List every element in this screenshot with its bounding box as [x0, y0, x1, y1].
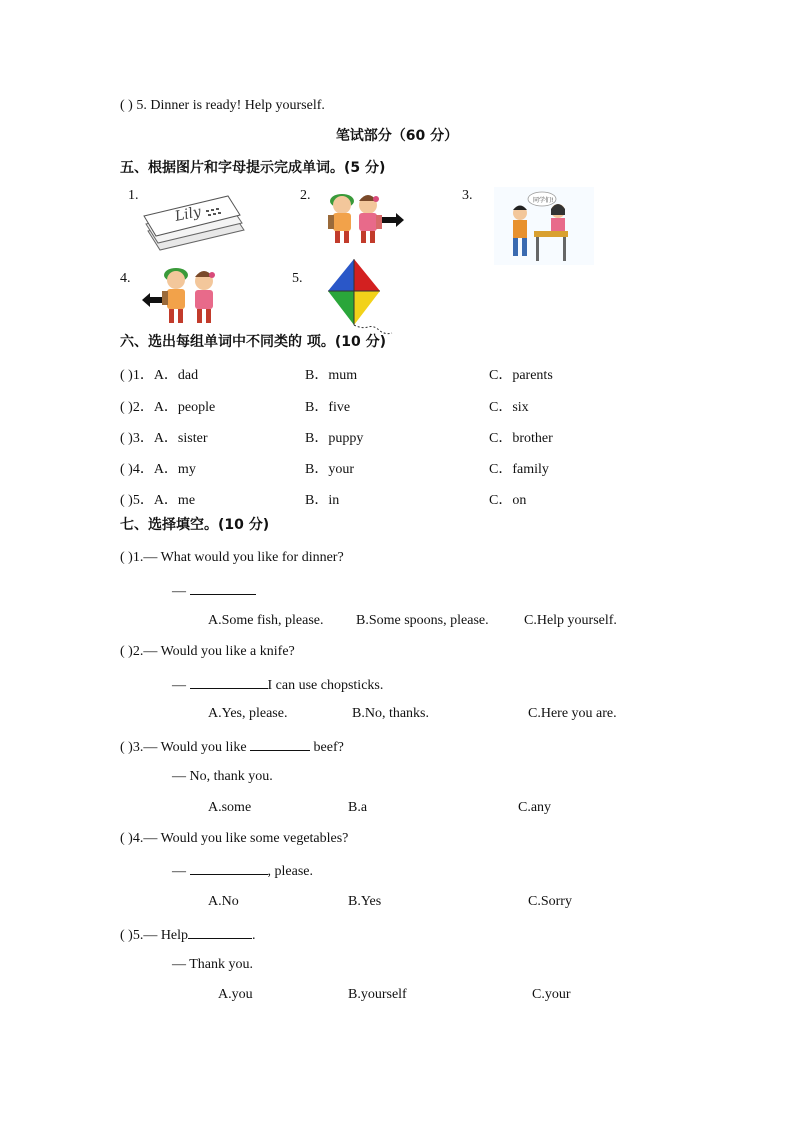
item-label-2: 2.	[300, 188, 311, 203]
answer-suffix: , please.	[267, 864, 313, 879]
s7-q3-opt-a: A.some	[208, 800, 252, 815]
answer-blank[interactable]	[250, 738, 310, 751]
s6-row-2-c: C．six	[489, 400, 529, 415]
s6-row-1-c: C．parents	[489, 368, 553, 383]
answer-suffix: I can use chopsticks.	[267, 678, 384, 693]
answer-blank[interactable]	[190, 582, 256, 595]
s7-q2-opt-b: B.No, thanks.	[352, 706, 429, 721]
boy-girl-image-right-arrow	[320, 183, 404, 253]
s7-q3-opt-c: C.any	[518, 800, 552, 815]
s6-row-4-b: B．your	[305, 462, 354, 477]
question-suffix: beef?	[313, 740, 344, 755]
card-name-text: Lily	[173, 203, 203, 225]
s6-row-3-a: ( )3．A．sister	[120, 431, 208, 446]
answer-blank[interactable]	[188, 926, 252, 939]
s7-q3-answer: — No, thank you.	[172, 769, 273, 784]
s7-q2-opt-a: A.Yes, please.	[208, 706, 288, 721]
s7-q5-opt-c: C.your	[532, 987, 571, 1002]
s6-row-1-a: ( )1．A．dad	[120, 368, 199, 383]
name-card-image	[140, 186, 250, 261]
s7-q3	[120, 738, 344, 756]
s7-q4-opt-b: B.Yes	[348, 894, 382, 909]
boy-girl-image-left-arrow	[142, 263, 234, 333]
s6-row-5-c: C．on	[489, 493, 527, 508]
s7-q5-opt-b: B.yourself	[348, 987, 407, 1002]
s7-q1-opt-c: C.Help yourself.	[524, 613, 617, 628]
item-label-4: 4.	[120, 271, 131, 286]
listening-item-5	[120, 98, 325, 114]
question-text: ( )5.— Help	[120, 928, 189, 943]
s6-row-3-c: C．brother	[489, 431, 553, 446]
s7-q2-answer	[172, 676, 383, 694]
s6-row-4-c: C．family	[489, 462, 549, 477]
s7-q5	[120, 926, 256, 944]
kite-image	[326, 257, 396, 341]
section5-heading: 五、根据图片和字母提示完成单词。(5 分)	[120, 160, 386, 176]
written-part-title: 笔试部分（60 分）	[335, 128, 459, 144]
s7-q2: ( )2.— Would you like a knife?	[120, 644, 295, 659]
s6-row-5-b: B．in	[305, 493, 340, 508]
s7-q5-opt-a: A.you	[218, 987, 253, 1002]
speech-bubble-text: 同学们!	[533, 197, 554, 204]
classroom-image	[494, 187, 594, 265]
s6-row-2-a: ( )2．A．people	[120, 400, 216, 415]
s6-row-3-b: B．puppy	[305, 431, 364, 446]
s6-row-2-b: B．five	[305, 400, 351, 415]
s7-q1-answer	[172, 582, 256, 600]
s7-q1: ( )1.— What would you like for dinner?	[120, 550, 344, 565]
dash: —	[172, 584, 186, 599]
section7-heading: 七、选择填空。(10 分)	[120, 517, 270, 533]
s7-q2-opt-c: C.Here you are.	[528, 706, 617, 721]
s7-q5-answer: — Thank you.	[172, 957, 254, 972]
s6-row-4-a: ( )4．A．my	[120, 462, 196, 477]
answer-blank[interactable]	[190, 862, 268, 875]
s6-row-1-b: B．mum	[305, 368, 358, 383]
answer-blank[interactable]	[190, 676, 268, 689]
s7-q1-opt-b: B.Some spoons, please.	[356, 613, 489, 628]
s7-q3-opt-b: B.a	[348, 800, 368, 815]
answer-paren: ( )	[120, 98, 133, 113]
question-text: ( )3.— Would you like	[120, 740, 247, 755]
question-suffix: .	[252, 928, 256, 943]
dash: —	[172, 864, 186, 879]
s7-q4-answer	[172, 862, 313, 880]
item-label-1: 1.	[128, 188, 139, 203]
item-label-3: 3.	[462, 188, 473, 203]
s7-q4-opt-c: C.Sorry	[528, 894, 572, 909]
item-label-5: 5.	[292, 271, 303, 286]
s7-q1-opt-a: A.Some fish, please.	[208, 613, 324, 628]
s7-q4-opt-a: A.No	[208, 894, 239, 909]
dash: —	[172, 678, 186, 693]
section6-heading: 六、选出每组单词中不同类的 项。(10 分)	[120, 334, 387, 350]
s6-row-5-a: ( )5．A．me	[120, 493, 196, 508]
s7-q4: ( )4.— Would you like some vegetables?	[120, 831, 349, 846]
listening-text: 5. Dinner is ready! Help yourself.	[136, 98, 325, 113]
